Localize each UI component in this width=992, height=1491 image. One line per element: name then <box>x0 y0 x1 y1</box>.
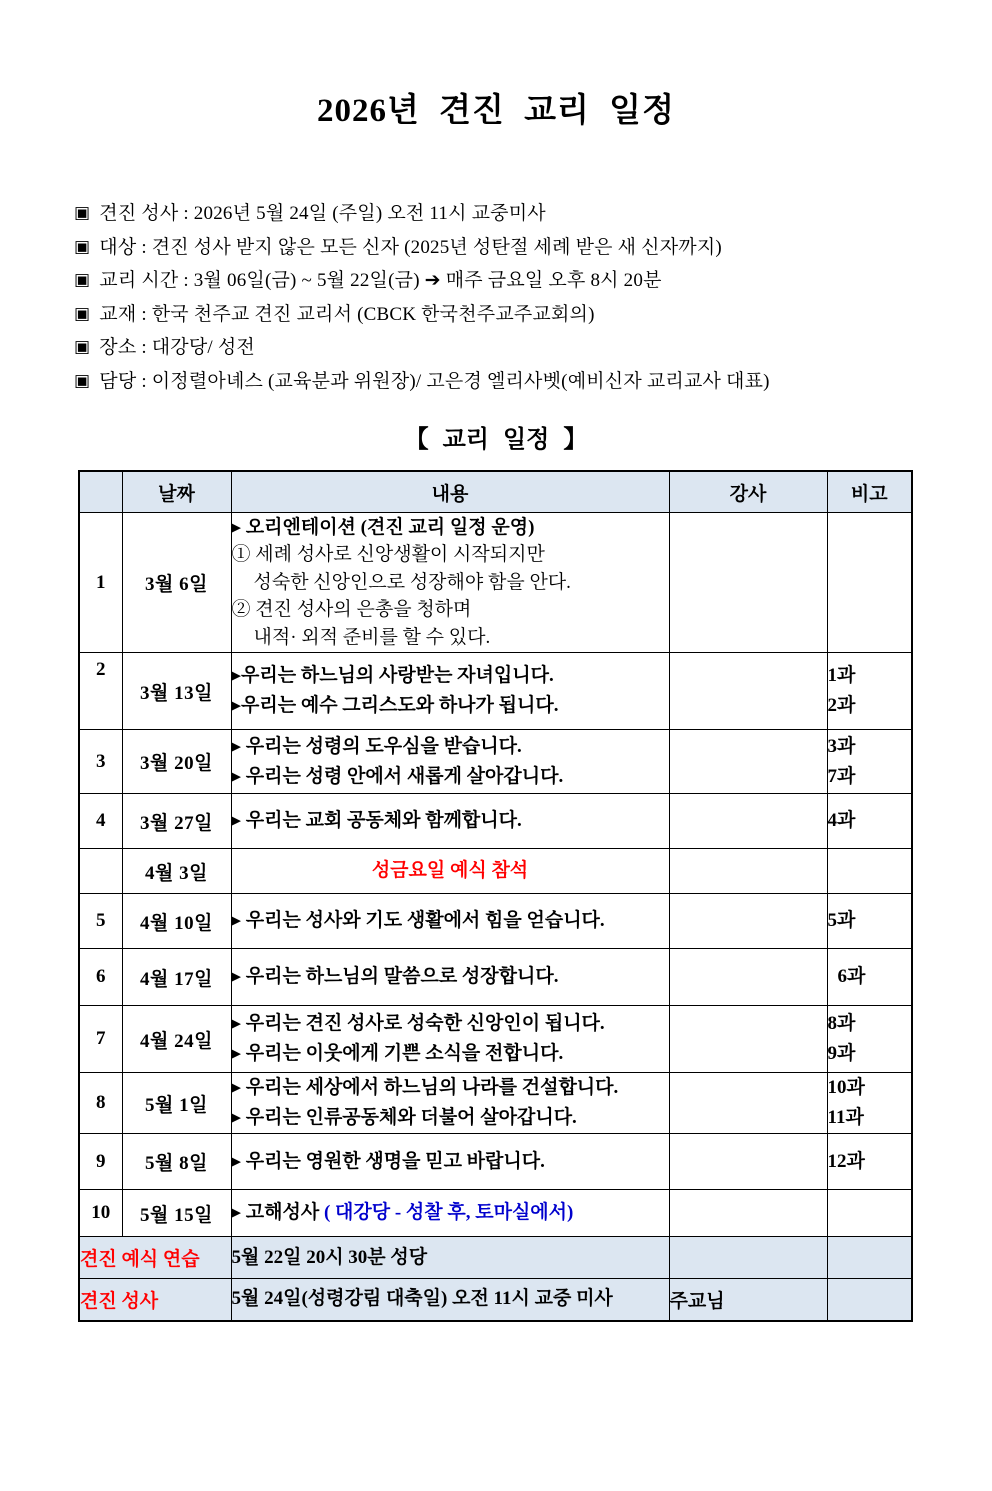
footer-label-cell: 견진 예식 연습 <box>79 1237 231 1279</box>
content-text: ▸ 우리는 이웃에게 기쁜 소식을 전합니다. <box>231 1043 564 1064</box>
square-bullet-icon: ▣ <box>74 337 91 356</box>
note-cell <box>827 1279 912 1321</box>
date-cell: 3월 27일 <box>122 794 231 849</box>
lecturer-cell <box>669 513 827 653</box>
content-line <box>232 1243 669 1273</box>
content-line <box>232 596 669 624</box>
content-cell <box>231 1006 669 1073</box>
content-text: ▸ 우리는 인류공동체와 더불어 살아갑니다. <box>231 1107 577 1128</box>
table-header-cell: 비고 <box>827 471 912 513</box>
row-number-cell: 9 <box>79 1134 122 1190</box>
date-cell: 5월 8일 <box>122 1134 231 1190</box>
note-line: 11과 <box>827 1107 864 1128</box>
info-item-text: 대상 : 견진 성사 받지 않은 모든 신자 (2025년 성탄절 세례 받은 새 신자까지) <box>99 236 722 258</box>
square-bullet-icon: ▣ <box>74 203 91 222</box>
content-line <box>232 1198 669 1228</box>
table-row <box>79 849 912 894</box>
note-cell <box>827 794 912 849</box>
lecturer-cell <box>669 1237 827 1279</box>
content-cell <box>231 949 669 1006</box>
note-line: 7과 <box>827 765 856 787</box>
info-item <box>74 365 992 399</box>
info-item-text: 교리 시간 : 3월 06일(금) ~ 5월 22일(금) ➔ 매주 금요일 오후 8시 20분 <box>99 270 662 291</box>
content-text: ▸ 우리는 성사와 기도 생활에서 힘을 얻습니다. <box>231 910 605 931</box>
note-line: 1과 <box>827 665 856 686</box>
square-bullet-icon: ▣ <box>74 270 91 289</box>
note-line: 9과 <box>827 1043 856 1064</box>
content-cell <box>231 1190 669 1237</box>
note-line: 8과 <box>827 1013 856 1034</box>
lecturer-cell <box>669 894 827 949</box>
note-cell <box>827 1190 912 1237</box>
date-cell: 5월 15일 <box>122 1190 231 1237</box>
date-cell: 3월 20일 <box>122 730 231 794</box>
note-cell <box>827 849 912 894</box>
content-line <box>232 1284 669 1314</box>
table-row <box>79 1134 912 1190</box>
date-cell: 4월 24일 <box>122 1006 231 1073</box>
content-line <box>232 1147 669 1177</box>
content-text: ① 세례 성사로 신앙생활이 시작되지만 <box>231 544 545 566</box>
table-row <box>79 1073 912 1134</box>
table-header-cell <box>79 471 122 513</box>
content-cell <box>231 1279 669 1321</box>
note-cell <box>827 1006 912 1073</box>
note-line: 3과 <box>827 735 856 757</box>
date-cell: 3월 6일 <box>122 513 231 653</box>
content-cell <box>231 894 669 949</box>
content-line <box>232 661 669 691</box>
lecturer-cell <box>669 653 827 730</box>
document-page <box>0 88 992 1491</box>
date-cell: 5월 1일 <box>122 1073 231 1134</box>
page-title: 2026년 견진 교리 일정 <box>317 93 675 129</box>
date-cell: 3월 13일 <box>122 653 231 730</box>
info-list <box>74 197 992 398</box>
content-line <box>232 569 669 597</box>
lecturer-cell: 주교님 <box>669 1279 827 1321</box>
content-cell <box>231 794 669 849</box>
lecturer-cell <box>669 1134 827 1190</box>
content-line <box>232 1103 669 1133</box>
square-bullet-icon: ▣ <box>74 370 91 390</box>
note-cell <box>827 1134 912 1190</box>
note-line: 10과 <box>827 1077 865 1098</box>
note-cell <box>827 949 912 1006</box>
lecturer-cell <box>669 949 827 1006</box>
table-header-cell: 강사 <box>669 471 827 513</box>
section-title: 【 교리 일정 】 <box>404 427 588 453</box>
content-line <box>232 856 669 886</box>
table-row <box>79 1190 912 1237</box>
note-cell <box>827 653 912 730</box>
content-line <box>232 906 669 936</box>
content-cell <box>231 1073 669 1134</box>
content-text: ② 견진 성사의 은총을 청하며 <box>231 599 472 621</box>
date-cell: 4월 10일 <box>122 894 231 949</box>
content-line <box>232 691 669 721</box>
note-line: 5과 <box>827 910 856 931</box>
content-text: ▸우리는 하느님의 사랑받는 자녀입니다. <box>231 665 554 686</box>
content-text: ▸ 우리는 성령 안에서 새롭게 살아갑니다. <box>231 765 564 787</box>
content-text: ▸ 우리는 세상에서 하느님의 나라를 건설합니다. <box>231 1077 619 1098</box>
info-item-text: 교재 : 한국 천주교 견진 교리서 (CBCK 한국천주교주교회의) <box>99 303 595 325</box>
table-row <box>79 730 912 794</box>
content-line <box>232 806 669 836</box>
content-text: ▸ 우리는 하느님의 말씀으로 성장합니다. <box>231 966 559 987</box>
content-line <box>232 732 669 762</box>
content-text: ( 대강당 - 성찰 후, 토마실에서) <box>323 1202 574 1223</box>
content-line <box>232 1039 669 1069</box>
table-header-cell: 날짜 <box>122 471 231 513</box>
lecturer-cell <box>669 1190 827 1237</box>
content-line <box>232 514 669 542</box>
info-item-text: 담당 : 이정렬아녜스 (교육분과 위원장)/ 고은경 엘리사벳(예비신자 교리교사 대표) <box>99 370 770 392</box>
table-header-row <box>79 471 912 513</box>
lecturer-cell <box>669 1006 827 1073</box>
content-text: 성금요일 예식 참석 <box>371 860 529 881</box>
info-item <box>74 231 992 265</box>
content-text: ▸ 우리는 성령의 도우심을 받습니다. <box>231 735 522 757</box>
content-line <box>232 624 669 652</box>
table-header-cell: 내용 <box>231 471 669 513</box>
content-cell <box>231 513 669 653</box>
table-row <box>79 653 912 730</box>
content-text: ▸ 오리엔테이션 (견진 교리 일정 운영) <box>231 516 535 538</box>
content-line <box>232 1073 669 1103</box>
info-item-text: 견진 성사 : 2026년 5월 24일 (주일) 오전 11시 교중미사 <box>99 203 546 224</box>
content-text: ▸ 우리는 영원한 생명을 믿고 바랍니다. <box>231 1150 545 1172</box>
square-bullet-icon: ▣ <box>74 303 91 323</box>
note-cell <box>827 730 912 794</box>
info-item <box>74 264 992 298</box>
content-line <box>232 541 669 569</box>
row-number-cell: 7 <box>79 1006 122 1073</box>
content-cell <box>231 1134 669 1190</box>
content-line <box>232 1009 669 1039</box>
content-line <box>232 962 669 992</box>
content-text: 내적· 외적 준비를 할 수 있다. <box>253 626 491 648</box>
square-bullet-icon: ▣ <box>74 236 91 256</box>
row-number-cell: 5 <box>79 894 122 949</box>
lecturer-cell <box>669 1073 827 1134</box>
info-item-text: 장소 : 대강당/ 성전 <box>99 337 255 358</box>
lecturer-cell <box>669 730 827 794</box>
row-number-cell: 10 <box>79 1190 122 1237</box>
note-line: 6과 <box>837 966 866 987</box>
info-item <box>74 298 992 332</box>
content-cell <box>231 653 669 730</box>
note-line: 2과 <box>827 695 856 716</box>
table-row <box>79 794 912 849</box>
content-text: 성숙한 신앙인으로 성장해야 함을 안다. <box>253 571 571 593</box>
note-cell <box>827 894 912 949</box>
table-row <box>79 513 912 653</box>
info-item <box>74 197 992 231</box>
row-number-cell: 1 <box>79 513 122 653</box>
content-line <box>232 762 669 792</box>
note-cell <box>827 1237 912 1279</box>
table-row <box>79 949 912 1006</box>
lecturer-cell <box>669 794 827 849</box>
row-number-cell: 4 <box>79 794 122 849</box>
content-text: 5월 24일(성령강림 대축일) 오전 11시 교중 미사 <box>231 1288 613 1310</box>
content-text: ▸ 고해성사 <box>231 1202 324 1223</box>
content-cell <box>231 1237 669 1279</box>
date-cell: 4월 17일 <box>122 949 231 1006</box>
row-number-cell: 2 <box>79 653 122 730</box>
table-row <box>79 894 912 949</box>
date-cell: 4월 3일 <box>122 849 231 894</box>
lecturer-cell <box>669 849 827 894</box>
table-row <box>79 1279 912 1321</box>
note-line: 12과 <box>827 1150 865 1172</box>
content-cell <box>231 849 669 894</box>
content-text: ▸우리는 예수 그리스도와 하나가 됩니다. <box>231 695 559 716</box>
info-item <box>74 331 992 365</box>
content-text: ▸ 우리는 교회 공동체와 함께합니다. <box>231 810 522 831</box>
note-line: 4과 <box>827 810 856 831</box>
row-number-cell: 8 <box>79 1073 122 1134</box>
content-text: ▸ 우리는 견진 성사로 성숙한 신앙인이 됩니다. <box>231 1013 605 1034</box>
content-cell <box>231 730 669 794</box>
content-text: 5월 22일 20시 30분 성당 <box>231 1246 428 1268</box>
row-number-cell: 6 <box>79 949 122 1006</box>
schedule-table <box>78 470 913 1322</box>
table-row <box>79 1006 912 1073</box>
note-cell <box>827 1073 912 1134</box>
table-row <box>79 1237 912 1279</box>
schedule-table-body <box>79 471 912 1321</box>
row-number-cell: 3 <box>79 730 122 794</box>
note-cell <box>827 513 912 653</box>
footer-label-cell: 견진 성사 <box>79 1279 231 1321</box>
row-number-cell <box>79 849 122 894</box>
